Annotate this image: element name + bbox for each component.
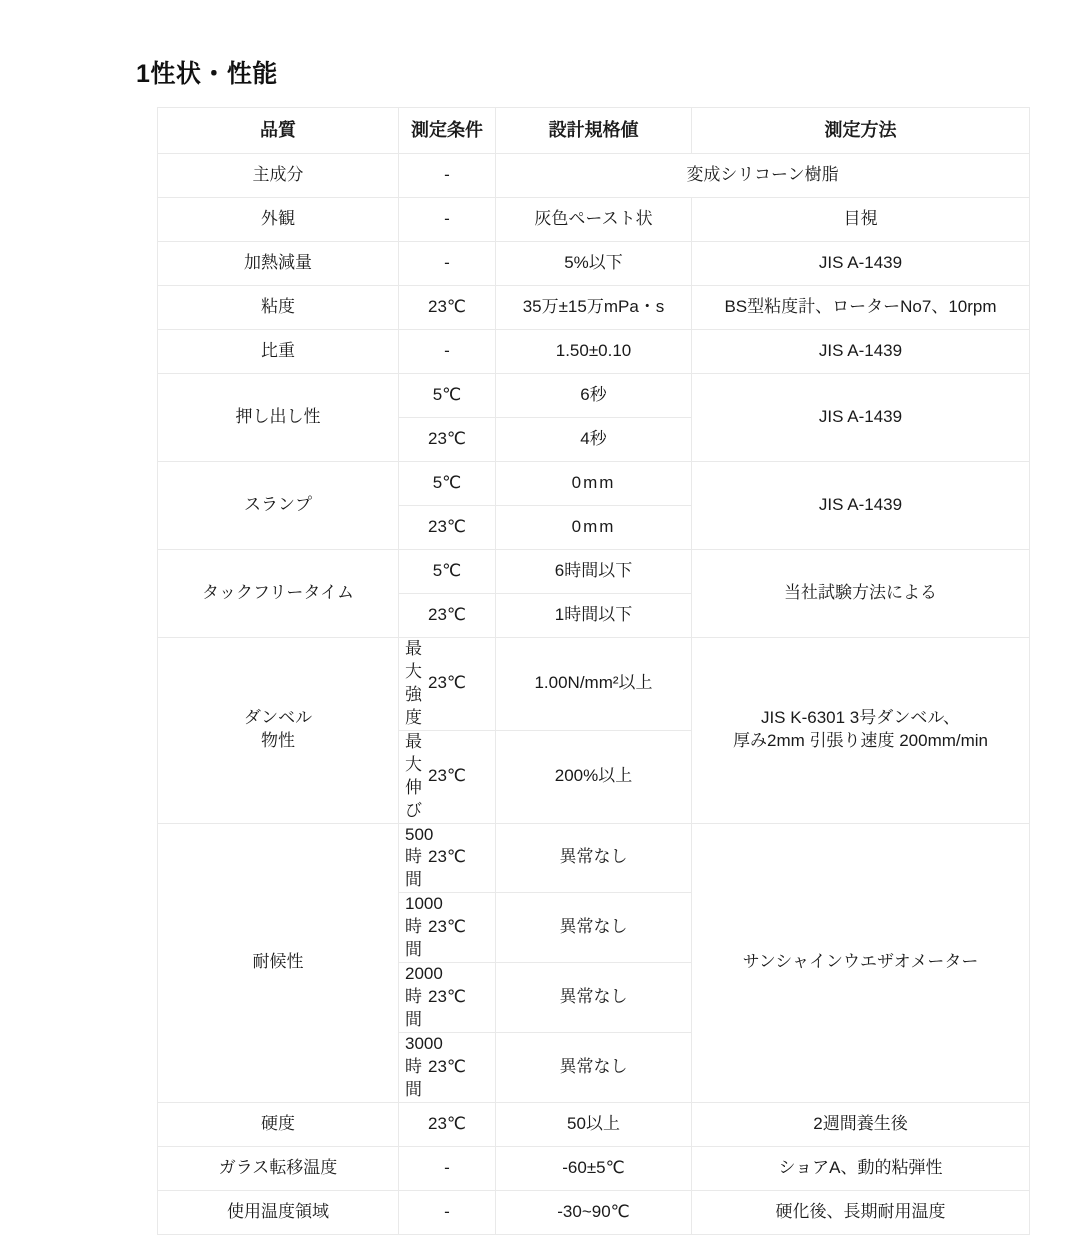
method-cell: JIS A-1439 (692, 462, 1030, 550)
page-title: 1性状・性能 (136, 60, 278, 88)
row-label-line-2: 物性 (261, 731, 295, 751)
column-header-spec-value: 設計規格値 (496, 108, 692, 154)
method-line-2: 厚み2mm 引張り速度 200mm/min (732, 731, 989, 751)
row-label-main-component: 主成分 (158, 154, 399, 198)
method-cell: 2週間養生後 (692, 1102, 1030, 1146)
value-cell: 異常なし (496, 823, 692, 893)
table-row (158, 1190, 1030, 1234)
condition-cell: 23℃ (399, 638, 496, 731)
table-row: ダンベル 物性 最大強度 23℃ 1.00N/mm²以上 JIS K-6301 3号ダンベル、 厚み2mm 引張り速度 200mm/min (158, 638, 1030, 731)
condition-cell: - (399, 154, 496, 198)
condition-cell: 23℃ (399, 1032, 496, 1102)
condition-cell: 23℃ (399, 418, 496, 462)
value-cell: 6時間以下 (496, 550, 692, 594)
value-cell: -60±5℃ (496, 1146, 692, 1190)
table-row: 3000時間 23℃ 異常なし (158, 1032, 1030, 1102)
row-label-slump: スランプ (158, 462, 399, 550)
table-row (158, 1146, 1030, 1190)
method-cell (692, 638, 1030, 824)
table-header (158, 108, 1030, 154)
method-cell: サンシャインウエザオメーター (692, 823, 1030, 1102)
method-line-1: JIS K-6301 3号ダンベル、 (760, 708, 961, 728)
table-row (158, 330, 1030, 374)
condition-cell: 23℃ (399, 286, 496, 330)
condition-cell: - (399, 242, 496, 286)
method-cell: JIS A-1439 (692, 242, 1030, 286)
condition-cell: 23℃ (399, 506, 496, 550)
value-cell: 50以上 (496, 1102, 692, 1146)
method-cell: ショアA、動的粘弾性 (692, 1146, 1030, 1190)
condition-cell: 23℃ (399, 963, 496, 1033)
table-row (158, 154, 1030, 198)
specification-table (157, 107, 1030, 1235)
row-label-glass-transition-temperature: ガラス転移温度 (158, 1146, 399, 1190)
condition-cell: 23℃ (399, 730, 496, 823)
table-row (158, 1102, 1030, 1146)
row-label-specific-gravity: 比重 (158, 330, 399, 374)
condition-cell: - (399, 330, 496, 374)
method-cell: JIS A-1439 (692, 330, 1030, 374)
value-cell: 灰色ペースト状 (496, 198, 692, 242)
method-cell: 当社試験方法による (692, 550, 1030, 638)
row-label-appearance: 外観 (158, 198, 399, 242)
value-cell: 異常なし (496, 963, 692, 1033)
row-label-extrudability: 押し出し性 (158, 374, 399, 462)
table-row: 最大伸び 23℃ 200%以上 (158, 730, 1030, 823)
row-label-dumbbell-properties (158, 638, 399, 824)
value-cell: 4秒 (496, 418, 692, 462)
table-row (158, 374, 1030, 418)
table-row (158, 550, 1030, 594)
table-header-row (158, 108, 1030, 154)
table-row: 耐候性 500時間 23℃ 異常なし サンシャインウエザオメーター (158, 823, 1030, 893)
row-label-heat-loss: 加熱減量 (158, 242, 399, 286)
value-cell: 6秒 (496, 374, 692, 418)
value-cell: 異常なし (496, 1032, 692, 1102)
condition-cell: - (399, 198, 496, 242)
value-cell: 1.00N/mm²以上 (496, 638, 692, 731)
condition-cell: 23℃ (399, 594, 496, 638)
table-row (158, 462, 1030, 506)
value-cell: 変成シリコーン樹脂 (496, 154, 1030, 198)
row-label-viscosity: 粘度 (158, 286, 399, 330)
table-row (158, 198, 1030, 242)
condition-cell: - (399, 1190, 496, 1234)
value-cell: 5%以下 (496, 242, 692, 286)
specification-table-container (157, 107, 1029, 1235)
table-row (158, 286, 1030, 330)
row-label-hardness: 硬度 (158, 1102, 399, 1146)
column-header-method: 測定方法 (692, 108, 1030, 154)
row-label-service-temperature-range: 使用温度領域 (158, 1190, 399, 1234)
condition-cell: 5℃ (399, 462, 496, 506)
table-row: 1000時間 23℃ 異常なし (158, 893, 1030, 963)
table-body (158, 154, 1030, 1235)
condition-cell: 5℃ (399, 374, 496, 418)
method-cell: BS型粘度計、ローターNo7、10rpm (692, 286, 1030, 330)
condition-cell: - (399, 1146, 496, 1190)
row-label-tack-free-time: タックフリータイム (158, 550, 399, 638)
value-cell: 200%以上 (496, 730, 692, 823)
row-label-line-1: ダンベル (243, 708, 313, 728)
value-cell: 1時間以下 (496, 594, 692, 638)
row-label-weather-resistance: 耐候性 (158, 823, 399, 1102)
table-row (158, 242, 1030, 286)
column-header-condition: 測定条件 (399, 108, 496, 154)
method-cell: JIS A-1439 (692, 374, 1030, 462)
table-row: 2000時間 23℃ 異常なし (158, 963, 1030, 1033)
condition-cell: 23℃ (399, 893, 496, 963)
value-cell: 0mm (496, 462, 692, 506)
condition-cell: 5℃ (399, 550, 496, 594)
value-cell: -30~90℃ (496, 1190, 692, 1234)
column-header-quality: 品質 (158, 108, 399, 154)
value-cell: 異常なし (496, 893, 692, 963)
condition-cell: 23℃ (399, 823, 496, 893)
method-cell: 硬化後、長期耐用温度 (692, 1190, 1030, 1234)
value-cell: 35万±15万mPa・s (496, 286, 692, 330)
condition-cell: 23℃ (399, 1102, 496, 1146)
value-cell: 0mm (496, 506, 692, 550)
value-cell: 1.50±0.10 (496, 330, 692, 374)
method-cell: 目視 (692, 198, 1030, 242)
